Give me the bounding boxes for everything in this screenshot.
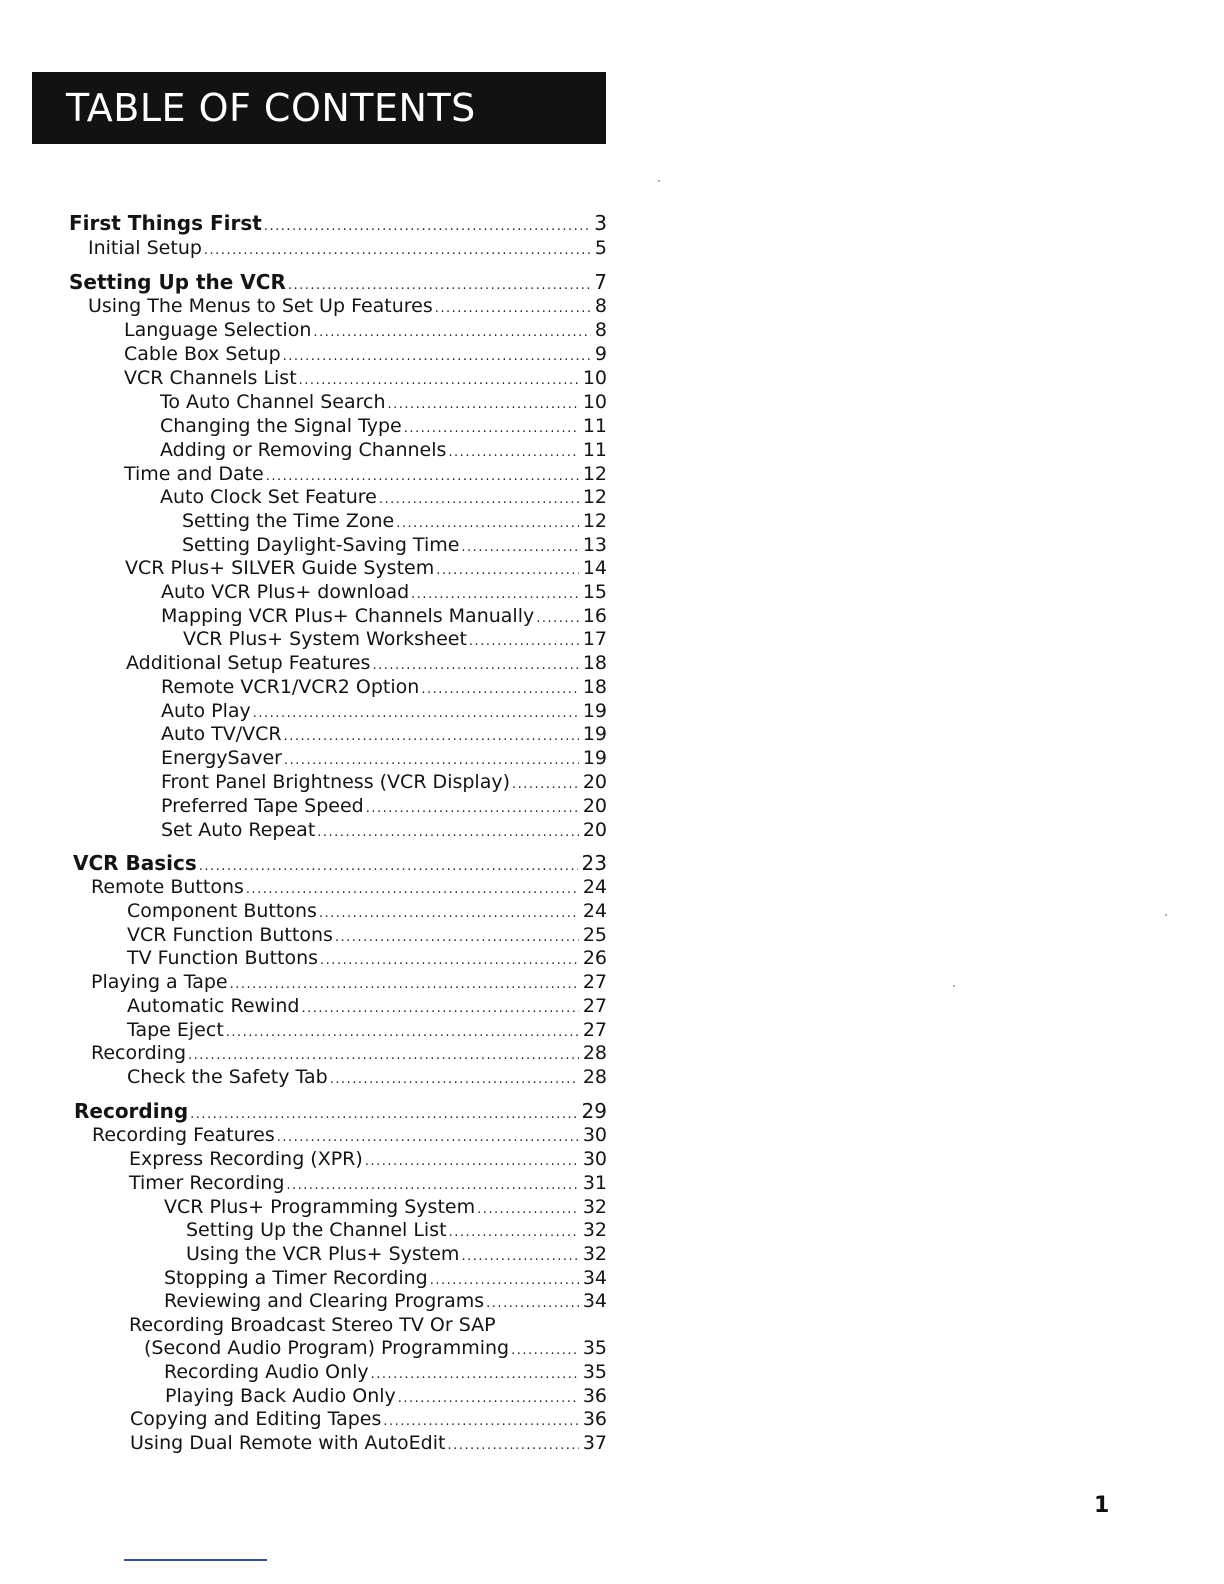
toc-entry[interactable]: Check the Safety Tab ..... 28 [127, 1065, 607, 1089]
toc-entry[interactable]: Playing Back Audio Only ..... 36 [165, 1384, 607, 1408]
toc-entry[interactable]: Setting Daylight-Saving Time ..... 13 [182, 533, 607, 557]
toc-entry[interactable]: Preferred Tape Speed ..... 20 [161, 794, 607, 818]
toc-entry[interactable]: Auto VCR Plus+ download ..... 15 [161, 580, 607, 604]
toc-section[interactable]: VCR Basics ..... 23 [73, 850, 607, 876]
toc-entry[interactable]: Adding or Removing Channels ..... 11 [160, 438, 607, 462]
toc-entry[interactable]: Auto Play ..... 19 [161, 699, 607, 723]
toc-entry[interactable]: Front Panel Brightness (VCR Display) ..... 20 [161, 770, 607, 794]
toc-entry[interactable]: Using the VCR Plus+ System ..... 32 [186, 1242, 607, 1266]
toc-entry[interactable]: VCR Function Buttons ..... 25 [127, 923, 607, 947]
toc-entry[interactable]: To Auto Channel Search ..... 10 [160, 390, 607, 414]
toc-entry[interactable]: Remote VCR1/VCR2 Option ..... 18 [161, 675, 607, 699]
toc-entry[interactable]: Setting the Time Zone ..... 12 [182, 509, 607, 533]
toc-entry[interactable]: Cable Box Setup ..... 9 [124, 342, 607, 366]
toc-entry[interactable]: Reviewing and Clearing Programs ..... 34 [164, 1289, 607, 1313]
toc-section[interactable]: Setting Up the VCR ..... 7 [69, 269, 607, 295]
scan-speck [658, 180, 660, 182]
toc-entry[interactable]: Express Recording (XPR) ..... 30 [129, 1147, 607, 1171]
toc-entry[interactable]: Auto TV/VCR ..... 19 [161, 722, 607, 746]
toc-entry[interactable]: Recording Features ..... 30 [92, 1123, 607, 1147]
toc-entry[interactable]: Initial Setup ..... 5 [88, 236, 607, 260]
toc-entry[interactable]: EnergySaver ..... 19 [161, 746, 607, 770]
toc-entry[interactable]: Timer Recording ..... 31 [129, 1171, 607, 1195]
toc-entry[interactable]: Using The Menus to Set Up Features ..... 8 [88, 294, 607, 318]
toc-entry[interactable]: (Second Audio Program) Programming ..... 35 [144, 1336, 607, 1360]
toc-entry[interactable]: VCR Plus+ Programming System ..... 32 [164, 1195, 607, 1219]
toc-entry[interactable]: Copying and Editing Tapes ..... 36 [130, 1407, 607, 1431]
toc-entry[interactable]: Using Dual Remote with AutoEdit ..... 37 [130, 1431, 607, 1455]
footer-rule [124, 1559, 267, 1561]
toc-entry[interactable]: VCR Plus+ SILVER Guide System ..... 14 [125, 556, 607, 580]
scan-speck [953, 985, 955, 987]
page-number: 1 [1094, 1493, 1110, 1518]
scan-speck [1165, 914, 1167, 916]
toc-entry[interactable]: Setting Up the Channel List ..... 32 [186, 1218, 607, 1242]
toc-entry[interactable]: Recording ..... 28 [91, 1041, 607, 1065]
toc-entry[interactable]: Auto Clock Set Feature ..... 12 [160, 485, 607, 509]
toc-entry[interactable]: Set Auto Repeat ..... 20 [161, 818, 607, 842]
toc-entry[interactable]: Component Buttons ..... 24 [127, 899, 607, 923]
toc-entry[interactable]: Language Selection ..... 8 [124, 318, 607, 342]
toc-entry-wrapped-heading[interactable]: Recording Broadcast Stereo TV Or SAP [129, 1314, 496, 1336]
toc-entry[interactable]: Time and Date ..... 12 [124, 462, 607, 486]
toc-entry[interactable]: Changing the Signal Type ..... 11 [160, 414, 607, 438]
toc-entry[interactable]: VCR Plus+ System Worksheet ..... 17 [183, 627, 607, 651]
toc-entry[interactable]: Mapping VCR Plus+ Channels Manually ..... 16 [161, 604, 607, 628]
toc-section[interactable]: First Things First ..... 3 [69, 210, 607, 236]
toc-entry[interactable]: Playing a Tape ..... 27 [91, 970, 607, 994]
toc-entry[interactable]: Remote Buttons ..... 24 [91, 875, 607, 899]
toc-entry[interactable]: Automatic Rewind ..... 27 [127, 994, 607, 1018]
toc-entry[interactable]: Additional Setup Features ..... 18 [126, 651, 607, 675]
toc-entry[interactable]: Recording Audio Only ..... 35 [164, 1360, 607, 1384]
toc-section[interactable]: Recording ..... 29 [74, 1098, 607, 1124]
toc-entry[interactable]: VCR Channels List ..... 10 [124, 366, 607, 390]
toc-entry[interactable]: Stopping a Timer Recording ..... 34 [164, 1266, 607, 1290]
toc-entry[interactable]: TV Function Buttons ..... 26 [127, 946, 607, 970]
page-title: TABLE OF CONTENTS [66, 86, 476, 130]
toc-entry[interactable]: Tape Eject ..... 27 [127, 1018, 607, 1042]
